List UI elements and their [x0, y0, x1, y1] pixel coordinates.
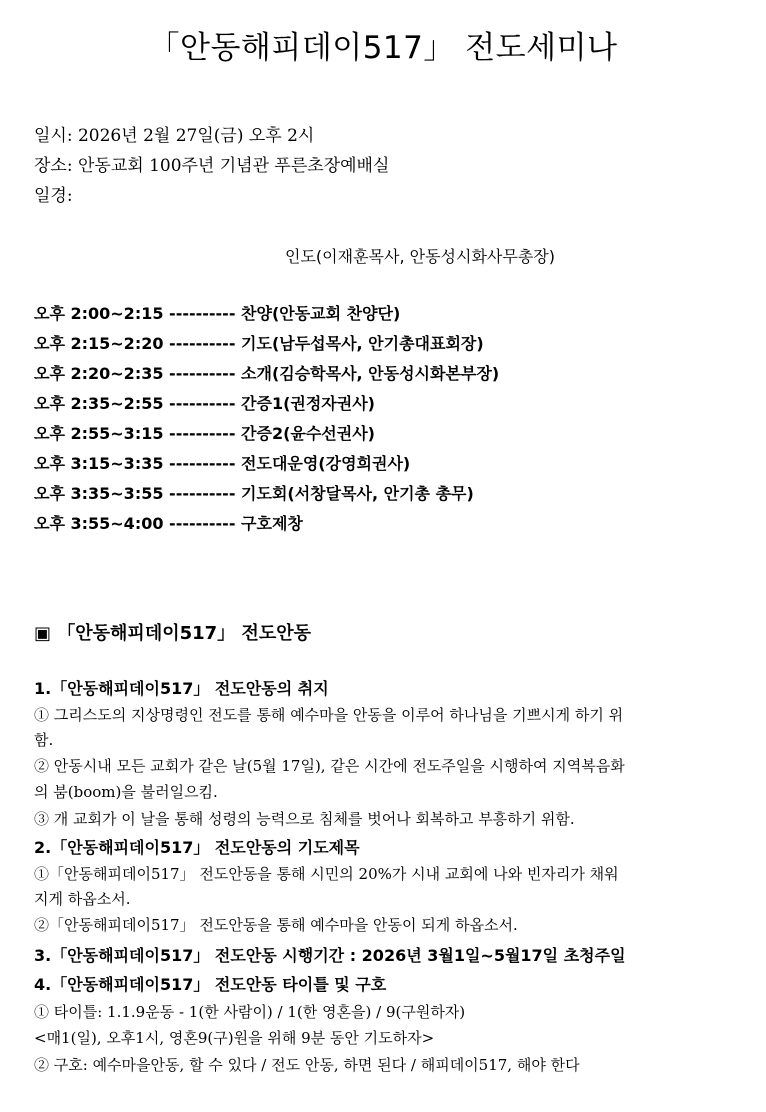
section-4-line: ② 구호: 예수마을안동, 할 수 있다 / 전도 안동, 하면 된다 / 해피데이517, 해야 한다 [34, 1056, 580, 1074]
section-2-line: ①「안동해피데이517」 전도안동을 통해 시민의 20%가 시내 교회에 나와 빈자리가 채워 [34, 865, 619, 883]
schedule-item: 오후 2:35~2:55 ---------- 간증1(권정자권사) [34, 394, 375, 413]
section-1-line: ① 그리스도의 지상명령인 전도를 통해 예수마을 안동을 이루어 하나님을 기쁘시게 하기 위 [34, 706, 624, 724]
section-3-title: 3.「안동해피데이517」 전도안동 시행기간 : 2026년 3월1일~5월17일 초청주일 [34, 946, 626, 965]
section-heading: ▣ 「안동해피데이517」 전도안동 [34, 623, 311, 644]
page-title: 「안동해피데이517」 전도세미나 [148, 30, 618, 66]
schedule-item: 오후 2:55~3:15 ---------- 간증2(윤수선권사) [34, 424, 375, 443]
section-1-line: ③ 개 교회가 이 날을 통해 성령의 능력으로 침체를 벗어나 회복하고 부흥하기 위함. [34, 810, 575, 828]
schedule-item: 오후 3:55~4:00 ---------- 구호제창 [34, 514, 303, 533]
section-1-line: 의 붐(boom)을 불러일으킴. [34, 783, 218, 801]
schedule-item: 오후 3:15~3:35 ---------- 전도대운영(강영희권사) [34, 454, 411, 473]
section-2-line: ②「안동해피데이517」 전도안동을 통해 예수마을 안동이 되게 하옵소서. [34, 916, 518, 934]
schedule-item: 오후 3:35~3:55 ---------- 기도회(서창달목사, 안기총 총무) [34, 484, 474, 503]
schedule-item: 오후 2:15~2:20 ---------- 기도(남두섭목사, 안기총대표회장) [34, 334, 484, 353]
section-4-title: 4.「안동해피데이517」 전도안동 타이틀 및 구호 [34, 975, 387, 994]
event-place: 장소: 안동교회 100주년 기념관 푸른초장예배실 [34, 156, 390, 176]
schedule-item: 오후 2:00~2:15 ---------- 찬양(안동교회 찬양단) [34, 304, 401, 323]
section-1-title: 1.「안동해피데이517」 전도안동의 취지 [34, 679, 329, 698]
section-2-title: 2.「안동해피데이517」 전도안동의 기도제목 [34, 838, 360, 857]
section-1-line: 함. [34, 731, 54, 749]
event-date: 일시: 2026년 2월 27일(금) 오후 2시 [34, 126, 315, 146]
section-4-line: ① 타이틀: 1.1.9운동 - 1(한 사람이) / 1(한 영혼을) / 9(구원하자) [34, 1003, 466, 1021]
schedule-label: 일경: [34, 186, 73, 206]
leader-line: 인도(이재훈목사, 안동성시화사무총장) [285, 247, 555, 266]
section-4-line: <매1(일), 오후1시, 영혼9(구)원을 위해 9분 동안 기도하자> [34, 1029, 435, 1047]
section-1-line: ② 안동시내 모든 교회가 같은 날(5월 17일), 같은 시간에 전도주일을 시행하여 지역복음화 [34, 757, 625, 775]
section-2-line: 지게 하옵소서. [34, 890, 131, 908]
schedule-item: 오후 2:20~2:35 ---------- 소개(김승학목사, 안동성시화본부장) [34, 364, 500, 383]
